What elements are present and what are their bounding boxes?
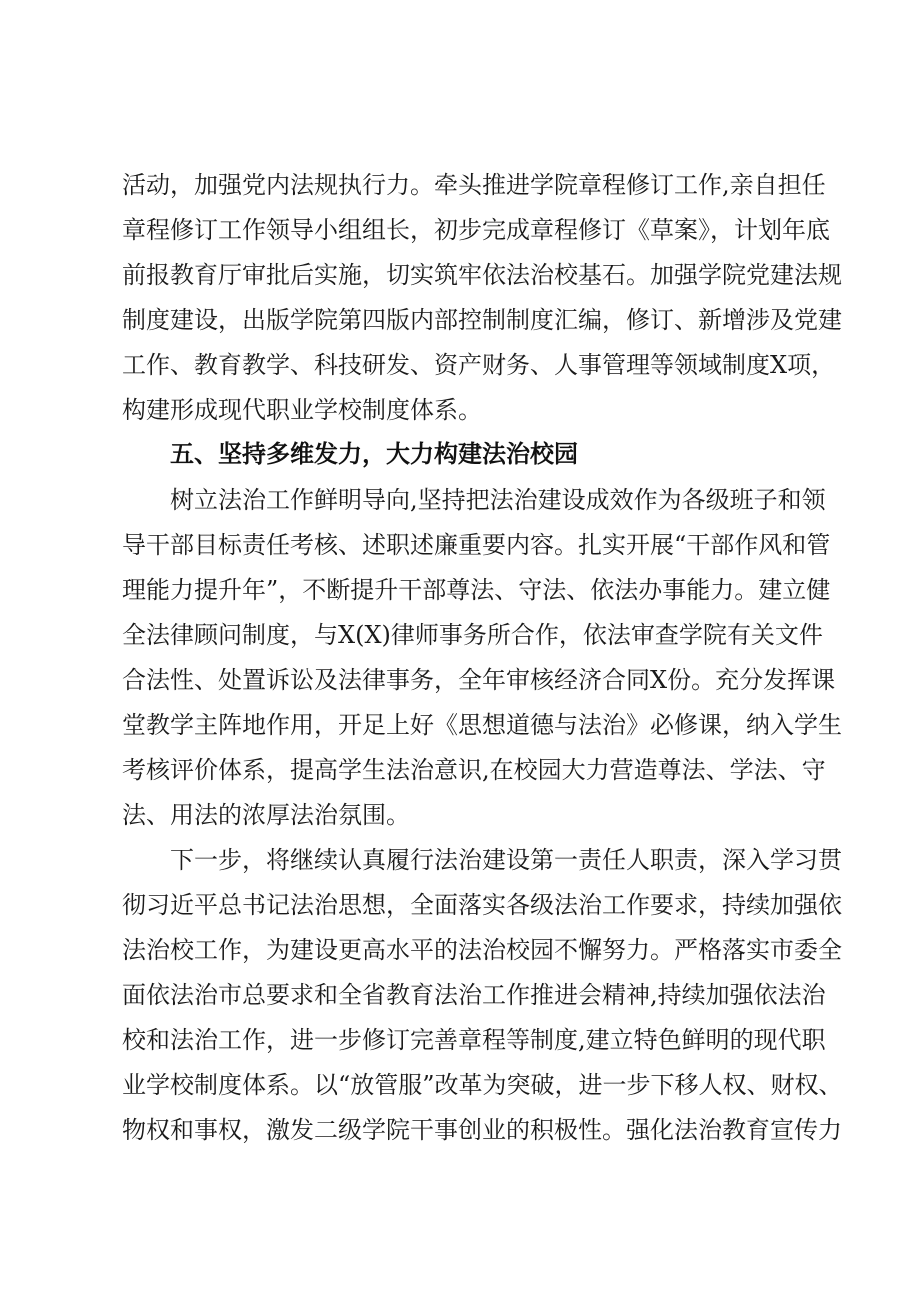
section-heading: 五、坚持多维发力，大力构建法治校园 — [170, 440, 578, 468]
paragraph-2-line-8: 法、用法的浓厚法治氛围。 — [122, 801, 410, 829]
paragraph-2-line-7: 考核评价体系，提高学生法治意识,在校园大力营造尊法、学法、守 — [122, 756, 826, 784]
paragraph-1-line-2: 章程修订工作领导小组组长，初步完成章程修订《草案》，计划年底 — [122, 216, 830, 244]
paragraph-3-line-7: 物权和事权，激发二级学院干事创业的积极性。强化法治教育宣传力 — [122, 1116, 842, 1144]
paragraph-1-line-5: 工作、教育教学、科技研发、资产财务、人事管理等领域制度X项， — [122, 351, 836, 379]
paragraph-3-line-3: 法治校工作，为建设更高水平的法治校园不懈努力。严格落实市委全 — [122, 936, 842, 964]
paragraph-3-line-4: 面依法治市总要求和全省教育法治工作推进会精神,持续加强依法治 — [122, 981, 826, 1009]
paragraph-1-line-1: 活动，加强党内法规执行力。牵头推进学院章程修订工作,亲自担任 — [122, 171, 826, 199]
paragraph-3-line-6: 业学校制度体系。以“放管服”改革为突破，进一步下移人权、财权、 — [122, 1071, 843, 1099]
paragraph-2-line-1: 树立法治工作鲜明导向,坚持把法治建设成效作为各级班子和领 — [170, 486, 826, 514]
paragraph-3-line-2: 彻习近平总书记法治思想，全面落实各级法治工作要求，持续加强依 — [122, 891, 842, 919]
paragraph-2-line-3: 理能力提升年”，不断提升干部尊法、守法、依法办事能力。建立健 — [122, 576, 831, 604]
paragraph-2-line-5: 合法性、处置诉讼及法律事务，全年审核经济合同X份。充分发挥课 — [122, 666, 836, 694]
paragraph-2-line-4: 全法律顾问制度，与X(X)律师事务所合作，依法审查学院有关文件 — [122, 621, 823, 649]
paragraph-1-line-6: 构建形成现代职业学校制度体系。 — [122, 396, 482, 424]
paragraph-1-line-3: 前报教育厅审批后实施，切实筑牢依法治校基石。加强学院党建法规 — [122, 261, 842, 289]
paragraph-2-line-6: 堂教学主阵地作用，开足上好《思想道德与法治》必修课，纳入学生 — [122, 711, 842, 739]
paragraph-3-line-5: 校和法治工作，进一步修订完善章程等制度,建立特色鲜明的现代职 — [122, 1026, 826, 1054]
paragraph-2-line-2: 导干部目标责任考核、述职述廉重要内容。扎实开展“干部作风和管 — [122, 531, 831, 559]
paragraph-1-line-4: 制度建设，出版学院第四版内部控制制度汇编，修订、新增涉及党建 — [122, 306, 842, 334]
paragraph-3-line-1: 下一步，将继续认真履行法治建设第一责任人职责，深入学习贯 — [170, 846, 842, 874]
